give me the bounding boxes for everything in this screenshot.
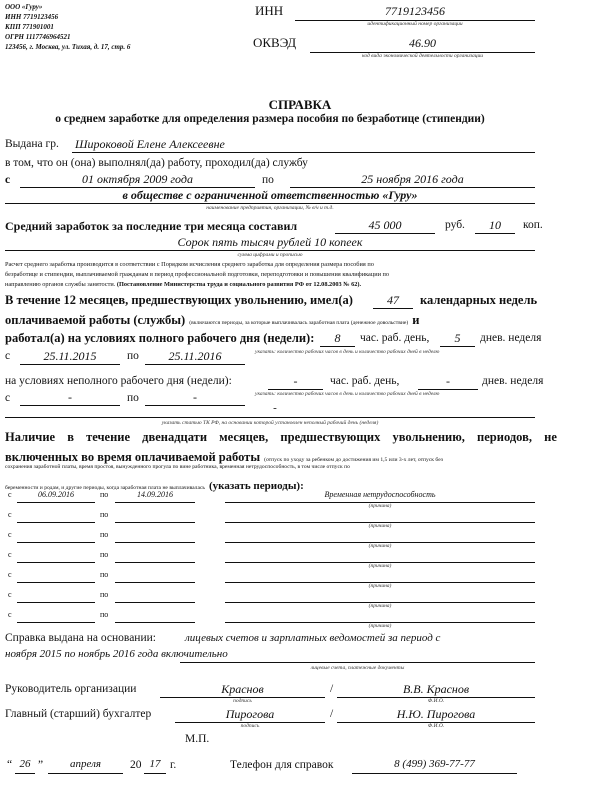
- accountant-name-caption: Ф.И.О.: [427, 723, 445, 729]
- document-subtitle: о среднем заработке для определения размера пособия по безработице (стипендии): [55, 113, 485, 125]
- salary-words-line: [5, 250, 535, 251]
- excluded-heading-2: включенных во время оплачиваемой работы: [5, 450, 261, 464]
- director-label: Руководитель организации: [5, 683, 137, 695]
- part-hours-line: [268, 389, 323, 390]
- weeks-text: В течение 12 месяцев, предшествующих увольнению, имел(а): [5, 293, 353, 307]
- reason-caption: (причина): [368, 563, 392, 569]
- date-year-line: [144, 773, 166, 774]
- salary-rub-value[interactable]: 45 000: [368, 218, 402, 232]
- salary-label: Средний заработок за последние три месяца составил: [5, 219, 298, 233]
- part-time-label: на условиях неполного рабочего дня (недели):: [5, 375, 232, 387]
- from-label: с: [8, 550, 12, 559]
- salary-kop-value[interactable]: 10: [489, 218, 501, 232]
- from-line: [17, 622, 95, 623]
- from-label: с: [8, 590, 12, 599]
- date-month-line: [48, 773, 123, 774]
- from-value[interactable]: 06.09.2016: [38, 490, 74, 499]
- rub-label: руб.: [445, 219, 465, 231]
- period-to-label: по: [262, 174, 274, 186]
- to-label: по: [100, 550, 109, 559]
- full-to-line: [145, 364, 245, 365]
- to-label: по: [100, 590, 109, 599]
- to-line: [115, 522, 195, 523]
- full-days-value[interactable]: 5: [454, 331, 461, 345]
- to-value[interactable]: 14.09.2016: [137, 490, 173, 499]
- reason-caption: (причина): [368, 623, 392, 629]
- accountant-signature[interactable]: Пирогова: [225, 707, 275, 721]
- inn-caption: идентификационный номер организации: [367, 21, 463, 27]
- salary-words-value[interactable]: Сорок пять тысяч рублей 10 копеек: [177, 235, 363, 249]
- part-days-value[interactable]: -: [446, 374, 450, 388]
- date-year-prefix: 20: [130, 759, 142, 771]
- basis-label: Справка выдана на основании:: [5, 632, 156, 644]
- director-name-caption: Ф.И.О.: [427, 698, 445, 704]
- director-sign-caption: подпись: [233, 698, 252, 704]
- days-label: днев. неделя: [480, 332, 542, 344]
- to-line: [115, 622, 195, 623]
- accountant-label: Главный (старший) бухгалтер: [5, 708, 152, 720]
- accountant-sign-caption: подпись: [240, 723, 260, 729]
- date-day-line: [15, 773, 35, 774]
- article-value[interactable]: -: [273, 402, 277, 414]
- part-from-label: с: [5, 392, 11, 404]
- okved-caption: код вида экономической деятельности организации: [361, 53, 484, 59]
- date-month[interactable]: апреля: [69, 758, 102, 770]
- weeks-line: [373, 308, 413, 309]
- basis-line: [180, 662, 535, 663]
- full-from-label: с: [5, 350, 11, 362]
- inn-label: ИНН: [255, 3, 284, 18]
- note-line: направлению органов службы занятости.: [5, 281, 116, 288]
- part-days-label: днев. неделя: [482, 375, 544, 387]
- salary-caption: сумма цифрами и прописью: [237, 252, 303, 258]
- part-hours-value[interactable]: -: [293, 374, 298, 388]
- from-line: [17, 602, 95, 603]
- phone-value[interactable]: 8 (499) 369-77-77: [394, 758, 475, 770]
- document-title: СПРАВКА: [268, 97, 332, 112]
- period-from-label: с: [5, 174, 11, 186]
- reason-caption: (причина): [368, 523, 392, 529]
- from-label: с: [8, 570, 12, 579]
- from-label: с: [8, 490, 12, 499]
- basis-caption: лицевые счета, платежные документы: [310, 665, 405, 671]
- full-from-line: [20, 364, 120, 365]
- reason-caption: (причина): [368, 603, 392, 609]
- from-line: [17, 562, 95, 563]
- period-to-value[interactable]: 25 ноября 2016 года: [361, 172, 464, 186]
- phone-line: [352, 773, 517, 774]
- full-to-label: по: [127, 350, 139, 362]
- reason-caption: (причина): [368, 543, 392, 549]
- stamp-place: М.П.: [185, 733, 210, 745]
- org-kpp: КПП 771901001: [5, 23, 54, 31]
- paid-work-note: (включаются периоды, за которые выплачивалась заработная плата (денежное довольствие): [189, 320, 409, 326]
- specify-periods: (указать периоды):: [208, 480, 304, 492]
- article-caption: указать статью ТК РФ, на основании которой установлен неполный рабочий день (неделя): [161, 420, 379, 426]
- conjunction: и: [412, 313, 420, 327]
- note-line: Расчет среднего заработка производится в соответствии с Порядком исчисления среднего заработка для определения размера пособия по: [5, 261, 374, 268]
- issued-to-value[interactable]: Широковой Елене Алексеевне: [75, 137, 225, 151]
- to-line: [115, 502, 195, 503]
- part-hours-label: час. раб. день,: [330, 375, 400, 387]
- full-from-value[interactable]: 25.11.2015: [43, 349, 97, 363]
- to-line: [115, 582, 195, 583]
- salary-kop-line: [475, 233, 515, 234]
- issued-to-label: Выдана гр.: [5, 138, 59, 150]
- organization-details: [5, 2, 130, 52]
- basis-value-2[interactable]: ноября 2015 по ноябрь 2016 года включительно: [5, 648, 228, 660]
- okved-label: ОКВЭД: [253, 35, 297, 50]
- excluded-note: (отпуск по уходу за ребенком до достижения им 1,5 или 3-х лет, отпуск без: [264, 457, 443, 463]
- part-from-value[interactable]: -: [68, 390, 72, 404]
- article-line: [5, 417, 535, 418]
- issued-to-line: [72, 152, 535, 153]
- org-inn: ИНН 7719123456: [5, 13, 59, 21]
- to-label: по: [100, 610, 109, 619]
- from-line: [17, 502, 95, 503]
- period-from-value[interactable]: 01 октября 2009 года: [82, 172, 193, 186]
- reason-value[interactable]: Временная нетрудоспособность: [324, 490, 436, 499]
- hours-label: час. раб. день,: [360, 332, 430, 344]
- basis-value-1[interactable]: лицевых счетов и зарплатных ведомостей за период с: [185, 632, 441, 644]
- org-name: ООО «Гуру»: [5, 3, 43, 11]
- from-line: [17, 582, 95, 583]
- full-to-value[interactable]: 25.11.2016: [168, 349, 222, 363]
- date-day[interactable]: 26: [19, 758, 31, 770]
- full-days-line: [440, 346, 475, 347]
- weeks-line-2: [5, 311, 419, 329]
- reason-caption: (причина): [368, 583, 392, 589]
- to-label: по: [100, 570, 109, 579]
- note-reference: (Постановление Министерства труда и социального развития РФ от 12.08.2003 № 62).: [116, 281, 362, 288]
- org-ogrn: ОГРН 1117746964521: [5, 33, 71, 41]
- excluded-note-3: беременности и родам, и другие периоды, когда заработная плата не выплачивалась: [5, 485, 205, 491]
- excluded-heading: Наличие в течение двенадцати месяцев, предшествующих увольнению, периодов, не: [5, 430, 557, 444]
- org-address: 123456, г. Москва, ул. Тихая, д. 17, стр. 6: [5, 43, 131, 51]
- from-line: [17, 542, 95, 543]
- note-line: безработице и стипендии, выплачиваемой гражданам в период профессиональной подготовки, переподготовки и повышения квалификации по: [5, 271, 390, 278]
- director-name[interactable]: В.В. Краснов: [402, 682, 470, 696]
- to-label: по: [100, 490, 109, 499]
- director-signature[interactable]: Краснов: [221, 682, 264, 696]
- from-label: с: [8, 510, 12, 519]
- part-to-value[interactable]: -: [193, 390, 197, 404]
- calculation-note: [5, 260, 389, 290]
- reason-caption: (причина): [368, 503, 392, 509]
- organization-line: [5, 203, 535, 204]
- from-line: [17, 522, 95, 523]
- full-hours-value[interactable]: 8: [334, 331, 341, 345]
- full-time-label: работал(а) на условиях полного рабочего дня (недели):: [5, 331, 315, 345]
- part-days-line: [418, 389, 478, 390]
- accountant-name[interactable]: Н.Ю. Пирогова: [396, 707, 476, 721]
- full-caption: указать: количество рабочих часов в день и количество рабочих дней в неделю: [255, 349, 440, 355]
- okved-value[interactable]: 46.90: [409, 36, 436, 50]
- organization-caption: наименование предприятия, организации, № в/ч и т.д.: [206, 205, 334, 211]
- part-to-label: по: [127, 392, 139, 404]
- excluded-note-2: сохранения заработной платы, время простоя, вынужденного прогула по вине работника, временная нетрудоспособность, в том числе отпуск по: [5, 464, 350, 470]
- part-caption: указать: количество рабочих часов в день и количество рабочих дней в неделю: [255, 391, 440, 397]
- paid-work-text: оплачиваемой работы (службы): [5, 313, 186, 327]
- salary-rub-line: [335, 233, 435, 234]
- date-year-suffix: г.: [170, 759, 177, 771]
- full-hours-line: [320, 346, 355, 347]
- kop-label: коп.: [523, 219, 543, 231]
- weeks-text-2: календарных недель: [420, 293, 538, 307]
- to-line: [115, 542, 195, 543]
- date-year[interactable]: 17: [149, 758, 161, 770]
- organization-value[interactable]: в обществе с ограниченной ответственностью «Гуру»: [122, 188, 418, 202]
- to-label: по: [100, 510, 109, 519]
- weeks-value[interactable]: 47: [387, 293, 399, 307]
- to-line: [115, 602, 195, 603]
- phone-label: Телефон для справок: [230, 759, 334, 771]
- inn-value[interactable]: 7719123456: [385, 4, 445, 18]
- from-label: с: [8, 530, 12, 539]
- to-line: [115, 562, 195, 563]
- to-label: по: [100, 530, 109, 539]
- worked-text: в том, что он (она) выполнял(да) работу, проходил(да) службу: [5, 157, 308, 169]
- from-label: с: [8, 610, 12, 619]
